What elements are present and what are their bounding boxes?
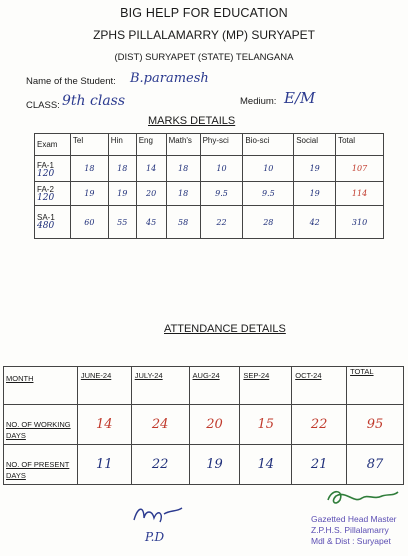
attendance-table: [3, 366, 404, 485]
attendance-cell: 21: [292, 445, 347, 485]
student-name-label: Name of the Student:: [26, 76, 116, 87]
exam-cell: [35, 206, 71, 239]
mark-cell: 60: [70, 206, 108, 239]
exam-max: 120: [37, 169, 55, 179]
attendance-header-cell: JUNE-24: [77, 367, 131, 405]
marks-row-fa2: [35, 182, 384, 206]
left-signature: [130, 500, 190, 528]
marks-header-cell: Phy-sci: [200, 134, 243, 156]
marks-table: [34, 133, 384, 239]
marks-header-cell: Bio-sci: [243, 134, 294, 156]
stamp: [311, 514, 397, 547]
mark-cell: 9.5: [200, 182, 243, 206]
exam-max: 480: [37, 221, 55, 231]
mark-cell: 20: [136, 182, 166, 206]
mark-cell: 28: [243, 206, 294, 239]
total-cell: 107: [336, 156, 384, 182]
attendance-header-cell: TOTAL: [347, 367, 404, 405]
marks-header-cell: Social: [294, 134, 336, 156]
school-name: ZPHS PILLALAMARRY (MP) SURYAPET: [93, 28, 315, 42]
mark-cell: 19: [294, 182, 336, 206]
mark-cell: 19: [108, 182, 136, 206]
exam-max: 120: [37, 193, 55, 203]
marks-header-cell: Hin: [108, 134, 136, 156]
left-signature-text: P.D: [145, 530, 165, 544]
attendance-cell: 14: [77, 405, 131, 445]
marks-header-cell: Tel: [70, 134, 108, 156]
medium-label: Medium:: [240, 96, 277, 107]
mark-cell: 10: [200, 156, 243, 182]
mark-cell: 10: [243, 156, 294, 182]
mark-cell: 14: [136, 156, 166, 182]
attendance-cell: 11: [77, 445, 131, 485]
total-cell: 114: [336, 182, 384, 206]
class-label: CLASS:: [26, 100, 60, 111]
marks-header-cell: Total: [336, 134, 384, 156]
total-cell: 310: [336, 206, 384, 239]
attendance-total-cell: 87: [347, 445, 404, 485]
mark-cell: 19: [294, 156, 336, 182]
stamp-line: Z.P.H.S. Pillalamarry: [311, 525, 389, 535]
marks-header-cell: Math's: [166, 134, 200, 156]
attendance-cell: 22: [131, 445, 189, 485]
mark-cell: 19: [70, 182, 108, 206]
exam-name: SA-1: [37, 213, 55, 222]
attendance-row-label: NO. OF PRESENT DAYS: [4, 445, 78, 485]
mark-cell: 42: [294, 206, 336, 239]
exam-name: FA-2: [37, 185, 54, 194]
marks-row-sa1: [35, 206, 384, 239]
marks-header-cell: Eng: [136, 134, 166, 156]
mark-cell: 18: [166, 156, 200, 182]
attendance-cell: 19: [189, 445, 240, 485]
marks-title: MARKS DETAILS: [148, 115, 236, 127]
mark-cell: 45: [136, 206, 166, 239]
attendance-row-present: [4, 445, 404, 485]
marks-row-fa1: [35, 156, 384, 182]
attendance-row-label: NO. OF WORKING DAYS: [4, 405, 78, 445]
attendance-cell: 22: [292, 405, 347, 445]
mark-cell: 58: [166, 206, 200, 239]
mark-cell: 18: [70, 156, 108, 182]
exam-cell: [35, 156, 71, 182]
attendance-header-cell: MONTH: [4, 367, 78, 405]
mark-cell: 22: [200, 206, 243, 239]
attendance-header-cell: SEP-24: [240, 367, 292, 405]
mark-cell: 9.5: [243, 182, 294, 206]
attendance-header-cell: AUG-24: [189, 367, 240, 405]
attendance-row-working: [4, 405, 404, 445]
mark-cell: 18: [108, 156, 136, 182]
attendance-header-row: [4, 367, 404, 405]
attendance-cell: 14: [240, 445, 292, 485]
district-line: (DIST) SURYAPET (STATE) TELANGANA: [114, 52, 294, 63]
attendance-header-cell: JULY-24: [131, 367, 189, 405]
marks-header-cell: Exam: [35, 134, 71, 156]
marks-header-row: [35, 134, 384, 156]
mark-cell: 55: [108, 206, 136, 239]
attendance-cell: 20: [189, 405, 240, 445]
doc-title: BIG HELP FOR EDUCATION: [120, 6, 288, 20]
exam-name: FA-1: [37, 161, 54, 170]
medium-value: E/M: [284, 89, 316, 107]
class-value: 9th class: [62, 93, 126, 109]
stamp-line: Gazetted Head Master: [311, 514, 397, 524]
attendance-cell: 15: [240, 405, 292, 445]
attendance-cell: 24: [131, 405, 189, 445]
attendance-total-cell: 95: [347, 405, 404, 445]
stamp-line: Mdl & Dist : Suryapet: [311, 536, 391, 546]
mark-cell: 18: [166, 182, 200, 206]
attendance-title: ATTENDANCE DETAILS: [164, 323, 286, 335]
attendance-header-cell: OCT-24: [292, 367, 347, 405]
student-name-value: B.paramesh: [130, 71, 209, 86]
exam-cell: [35, 182, 71, 206]
right-signature: [322, 486, 402, 508]
